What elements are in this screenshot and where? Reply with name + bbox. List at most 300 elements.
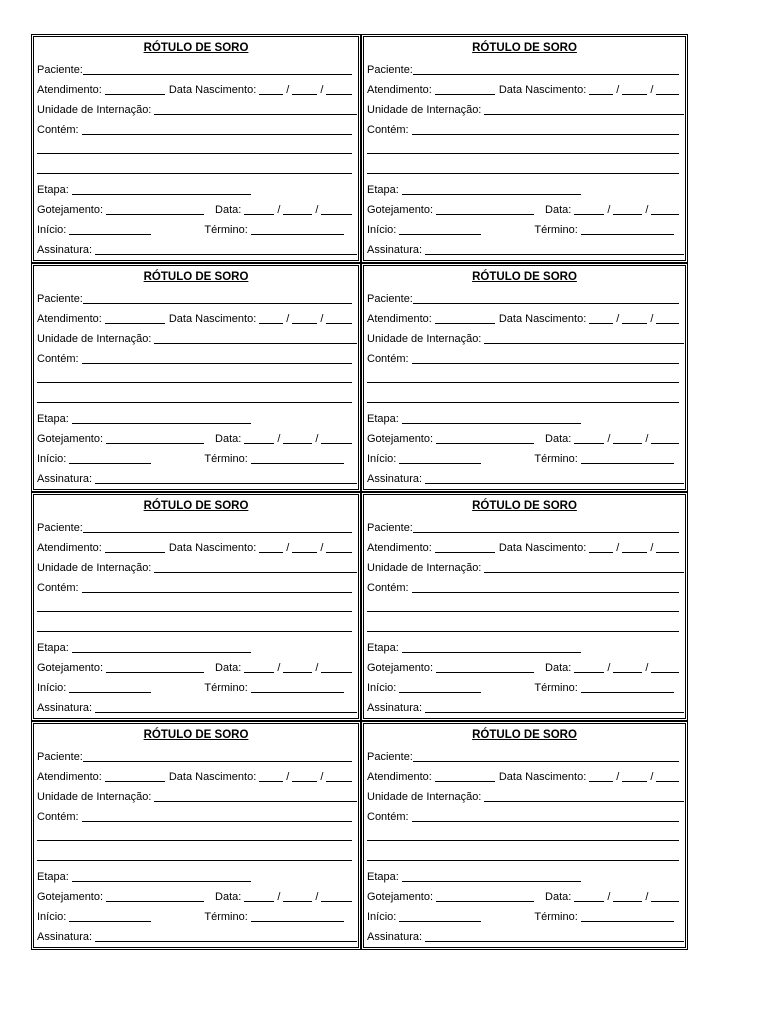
birth-year-blank	[326, 541, 352, 553]
time-row	[37, 907, 352, 927]
signature-blank	[95, 243, 357, 255]
birth-date-label: Data Nascimento:	[498, 313, 587, 325]
contents-blank-line	[367, 600, 679, 612]
stage-row	[37, 638, 352, 658]
attendance-label: Atendimento:	[367, 542, 432, 554]
stage-label: Etapa:	[367, 642, 399, 654]
date-month-blank	[283, 661, 312, 673]
contents-blank-line	[367, 849, 679, 861]
end-blank	[581, 910, 674, 922]
patient-blank	[413, 750, 679, 762]
label-title: RÓTULO DE SORO	[143, 500, 249, 512]
stage-label: Etapa:	[37, 184, 69, 196]
birth-day-blank	[259, 770, 283, 782]
patient-blank	[83, 292, 352, 304]
signature-blank	[95, 472, 357, 484]
contents-row	[367, 120, 679, 140]
contents-row	[37, 349, 352, 369]
ward-blank	[154, 790, 357, 802]
date-separator: /	[607, 662, 611, 674]
signature-row	[367, 698, 679, 718]
contents-extra-row	[367, 140, 679, 160]
date-separator: /	[277, 662, 281, 674]
signature-row	[367, 927, 679, 947]
label-title: RÓTULO DE SORO	[143, 271, 249, 283]
ward-blank	[484, 561, 684, 573]
end-label: Término:	[534, 682, 578, 694]
drip-rate-label: Gotejamento:	[37, 204, 104, 216]
start-blank	[399, 910, 481, 922]
date-year-blank	[651, 890, 679, 902]
stage-label: Etapa:	[37, 413, 69, 425]
label-title: RÓTULO DE SORO	[143, 729, 249, 741]
date-separator: /	[650, 84, 654, 96]
date-separator: /	[650, 771, 654, 783]
date-label: Data:	[545, 433, 572, 445]
birth-month-blank	[622, 83, 647, 95]
soro-label-card	[361, 34, 688, 263]
date-month-blank	[283, 890, 312, 902]
birth-date-label: Data Nascimento:	[498, 771, 587, 783]
contents-label: Contém:	[367, 353, 409, 365]
patient-row	[367, 747, 679, 767]
contents-label: Contém:	[37, 811, 79, 823]
end-label: Término:	[534, 911, 578, 923]
birth-day-blank	[589, 312, 613, 324]
contents-extra-row	[37, 618, 352, 638]
contents-extra-row	[367, 598, 679, 618]
drip-rate-label: Gotejamento:	[367, 204, 434, 216]
time-row	[37, 220, 352, 240]
contents-row	[367, 807, 679, 827]
contents-extra-row	[37, 598, 352, 618]
stage-label: Etapa:	[367, 413, 399, 425]
signature-label: Assinatura:	[367, 473, 423, 485]
date-day-blank	[574, 432, 604, 444]
date-separator: /	[616, 313, 620, 325]
drip-rate-row	[37, 429, 352, 449]
date-year-blank	[321, 203, 352, 215]
date-separator: /	[645, 891, 649, 903]
signature-blank	[95, 930, 357, 942]
attendance-blank	[105, 312, 165, 324]
patient-blank	[83, 63, 352, 75]
attendance-label: Atendimento:	[37, 542, 102, 554]
end-blank	[251, 452, 344, 464]
ward-label: Unidade de Internação:	[367, 562, 482, 574]
contents-blank-line	[37, 600, 352, 612]
ward-row	[37, 100, 352, 120]
end-blank	[251, 223, 344, 235]
drip-rate-blank	[436, 203, 534, 215]
stage-label: Etapa:	[367, 184, 399, 196]
patient-row	[367, 60, 679, 80]
start-blank	[69, 452, 151, 464]
contents-blank-line	[37, 162, 352, 174]
date-separator: /	[616, 771, 620, 783]
date-separator: /	[277, 433, 281, 445]
date-separator: /	[277, 891, 281, 903]
contents-label: Contém:	[37, 353, 79, 365]
end-label: Término:	[204, 682, 248, 694]
contents-label: Contém:	[37, 582, 79, 594]
drip-rate-row	[367, 200, 679, 220]
date-separator: /	[286, 542, 290, 554]
drip-rate-row	[367, 887, 679, 907]
birth-date-label: Data Nascimento:	[168, 313, 257, 325]
ward-row	[37, 329, 352, 349]
stage-blank	[72, 870, 251, 882]
patient-row	[367, 289, 679, 309]
contents-blank-line	[37, 849, 352, 861]
drip-rate-label: Gotejamento:	[367, 891, 434, 903]
patient-label: Paciente:	[367, 522, 413, 534]
stage-blank	[72, 641, 251, 653]
ward-row	[37, 787, 352, 807]
date-separator: /	[315, 662, 319, 674]
contents-blank	[412, 352, 679, 364]
contents-blank-line	[37, 391, 352, 403]
signature-label: Assinatura:	[367, 244, 423, 256]
signature-blank	[95, 701, 357, 713]
birth-date-label: Data Nascimento:	[168, 542, 257, 554]
end-label: Término:	[204, 453, 248, 465]
start-blank	[399, 681, 481, 693]
label-title: RÓTULO DE SORO	[472, 500, 577, 512]
start-label: Início:	[37, 453, 67, 465]
birth-year-blank	[326, 770, 352, 782]
date-separator: /	[315, 204, 319, 216]
contents-extra-row	[367, 847, 679, 867]
contents-extra-row	[37, 847, 352, 867]
date-month-blank	[613, 203, 642, 215]
start-label: Início:	[37, 682, 67, 694]
drip-rate-row	[367, 658, 679, 678]
patient-label: Paciente:	[37, 293, 83, 305]
time-row	[367, 678, 679, 698]
date-label: Data:	[215, 433, 242, 445]
patient-blank	[83, 521, 352, 533]
date-separator: /	[607, 204, 611, 216]
stage-blank	[72, 412, 251, 424]
patient-row	[37, 60, 352, 80]
birth-year-blank	[326, 312, 352, 324]
end-blank	[581, 681, 674, 693]
label-title: RÓTULO DE SORO	[472, 42, 577, 54]
date-year-blank	[321, 432, 352, 444]
end-blank	[251, 910, 344, 922]
contents-extra-row	[37, 160, 352, 180]
drip-rate-blank	[106, 890, 204, 902]
end-label: Término:	[204, 224, 248, 236]
birth-day-blank	[259, 83, 283, 95]
signature-label: Assinatura:	[37, 473, 93, 485]
soro-label-card	[361, 263, 688, 492]
start-label: Início:	[367, 453, 397, 465]
date-year-blank	[651, 432, 679, 444]
date-label: Data:	[545, 204, 572, 216]
stage-label: Etapa:	[37, 642, 69, 654]
contents-blank	[412, 810, 679, 822]
start-blank	[399, 452, 481, 464]
attendance-row	[367, 309, 679, 329]
date-day-blank	[244, 661, 274, 673]
birth-date-label: Data Nascimento:	[168, 84, 257, 96]
contents-blank-line	[37, 620, 352, 632]
ward-blank	[484, 332, 684, 344]
contents-extra-row	[37, 140, 352, 160]
attendance-row	[37, 80, 352, 100]
contents-row	[367, 349, 679, 369]
attendance-blank	[435, 312, 495, 324]
contents-extra-row	[367, 160, 679, 180]
signature-label: Assinatura:	[367, 931, 423, 943]
contents-blank	[412, 123, 679, 135]
ward-row	[367, 558, 679, 578]
patient-blank	[83, 750, 352, 762]
birth-date-label: Data Nascimento:	[168, 771, 257, 783]
ward-label: Unidade de Internação:	[37, 562, 152, 574]
date-day-blank	[244, 203, 274, 215]
ward-label: Unidade de Internação:	[37, 104, 152, 116]
ward-blank	[484, 103, 684, 115]
patient-label: Paciente:	[367, 293, 413, 305]
contents-extra-row	[367, 827, 679, 847]
stage-row	[367, 409, 679, 429]
patient-row	[37, 518, 352, 538]
patient-blank	[413, 292, 679, 304]
contents-blank	[82, 581, 352, 593]
time-row	[367, 220, 679, 240]
date-separator: /	[645, 204, 649, 216]
stage-row	[37, 180, 352, 200]
date-separator: /	[315, 433, 319, 445]
date-separator: /	[315, 891, 319, 903]
date-day-blank	[574, 661, 604, 673]
birth-date-label: Data Nascimento:	[498, 84, 587, 96]
birth-year-blank	[656, 541, 679, 553]
birth-day-blank	[589, 541, 613, 553]
stage-row	[367, 867, 679, 887]
start-label: Início:	[367, 911, 397, 923]
ward-row	[367, 787, 679, 807]
contents-extra-row	[367, 618, 679, 638]
stage-row	[367, 638, 679, 658]
start-label: Início:	[367, 224, 397, 236]
end-label: Término:	[534, 224, 578, 236]
time-row	[367, 449, 679, 469]
date-day-blank	[574, 890, 604, 902]
stage-blank	[402, 183, 581, 195]
start-label: Início:	[37, 224, 67, 236]
label-title: RÓTULO DE SORO	[472, 729, 577, 741]
patient-row	[37, 289, 352, 309]
contents-blank	[82, 123, 352, 135]
patient-label: Paciente:	[37, 751, 83, 763]
birth-day-blank	[589, 83, 613, 95]
signature-label: Assinatura:	[37, 702, 93, 714]
patient-blank	[413, 521, 679, 533]
drip-rate-row	[367, 429, 679, 449]
stage-blank	[402, 412, 581, 424]
date-separator: /	[650, 542, 654, 554]
soro-label-card	[31, 263, 361, 492]
start-label: Início:	[37, 911, 67, 923]
ward-label: Unidade de Internação:	[37, 791, 152, 803]
date-separator: /	[286, 84, 290, 96]
contents-extra-row	[367, 369, 679, 389]
drip-rate-label: Gotejamento:	[37, 662, 104, 674]
drip-rate-label: Gotejamento:	[37, 891, 104, 903]
date-separator: /	[286, 771, 290, 783]
start-label: Início:	[367, 682, 397, 694]
drip-rate-blank	[436, 890, 534, 902]
ward-label: Unidade de Internação:	[37, 333, 152, 345]
contents-blank	[82, 352, 352, 364]
labels-sheet	[31, 34, 688, 950]
date-label: Data:	[215, 891, 242, 903]
attendance-blank	[105, 541, 165, 553]
stage-label: Etapa:	[367, 871, 399, 883]
contents-extra-row	[37, 389, 352, 409]
signature-row	[37, 240, 352, 260]
contents-label: Contém:	[367, 582, 409, 594]
date-label: Data:	[215, 204, 242, 216]
attendance-label: Atendimento:	[367, 313, 432, 325]
contents-blank-line	[37, 829, 352, 841]
birth-month-blank	[622, 541, 647, 553]
patient-row	[367, 518, 679, 538]
contents-blank	[82, 810, 352, 822]
drip-rate-label: Gotejamento:	[37, 433, 104, 445]
date-separator: /	[286, 313, 290, 325]
signature-row	[367, 469, 679, 489]
birth-date-label: Data Nascimento:	[498, 542, 587, 554]
signature-blank	[425, 243, 684, 255]
date-day-blank	[574, 203, 604, 215]
attendance-row	[37, 767, 352, 787]
signature-blank	[425, 701, 684, 713]
ward-blank	[154, 332, 357, 344]
contents-blank-line	[367, 162, 679, 174]
stage-row	[367, 180, 679, 200]
contents-row	[37, 120, 352, 140]
contents-label: Contém:	[367, 124, 409, 136]
date-separator: /	[277, 204, 281, 216]
date-day-blank	[244, 890, 274, 902]
time-row	[37, 449, 352, 469]
patient-label: Paciente:	[37, 64, 83, 76]
date-day-blank	[244, 432, 274, 444]
date-year-blank	[651, 203, 679, 215]
attendance-blank	[105, 770, 165, 782]
end-label: Término:	[534, 453, 578, 465]
drip-rate-blank	[106, 203, 204, 215]
patient-label: Paciente:	[367, 751, 413, 763]
date-separator: /	[645, 662, 649, 674]
end-blank	[251, 681, 344, 693]
date-separator: /	[616, 542, 620, 554]
soro-label-card	[31, 721, 361, 950]
birth-year-blank	[656, 770, 679, 782]
birth-month-blank	[292, 312, 317, 324]
attendance-label: Atendimento:	[37, 84, 102, 96]
attendance-row	[37, 538, 352, 558]
date-month-blank	[283, 432, 312, 444]
ward-label: Unidade de Internação:	[367, 333, 482, 345]
signature-row	[37, 927, 352, 947]
contents-label: Contém:	[367, 811, 409, 823]
ward-label: Unidade de Internação:	[367, 104, 482, 116]
date-separator: /	[607, 891, 611, 903]
label-title: RÓTULO DE SORO	[472, 271, 577, 283]
birth-year-blank	[656, 312, 679, 324]
contents-blank-line	[367, 620, 679, 632]
drip-rate-blank	[436, 432, 534, 444]
birth-month-blank	[292, 541, 317, 553]
soro-label-card	[361, 721, 688, 950]
date-separator: /	[320, 542, 324, 554]
drip-rate-blank	[106, 432, 204, 444]
start-blank	[69, 910, 151, 922]
stage-blank	[402, 641, 581, 653]
patient-label: Paciente:	[367, 64, 413, 76]
contents-blank-line	[367, 391, 679, 403]
date-month-blank	[283, 203, 312, 215]
date-separator: /	[320, 84, 324, 96]
start-blank	[69, 223, 151, 235]
start-blank	[69, 681, 151, 693]
drip-rate-row	[37, 200, 352, 220]
date-separator: /	[645, 433, 649, 445]
date-label: Data:	[545, 891, 572, 903]
signature-label: Assinatura:	[37, 244, 93, 256]
signature-row	[37, 469, 352, 489]
attendance-row	[37, 309, 352, 329]
date-month-blank	[613, 661, 642, 673]
attendance-row	[367, 538, 679, 558]
contents-label: Contém:	[37, 124, 79, 136]
end-label: Término:	[204, 911, 248, 923]
date-separator: /	[320, 771, 324, 783]
contents-row	[37, 578, 352, 598]
attendance-blank	[435, 541, 495, 553]
date-separator: /	[650, 313, 654, 325]
contents-blank-line	[367, 829, 679, 841]
birth-year-blank	[326, 83, 352, 95]
date-year-blank	[321, 890, 352, 902]
ward-row	[367, 329, 679, 349]
patient-blank	[413, 63, 679, 75]
contents-blank-line	[37, 142, 352, 154]
contents-blank	[412, 581, 679, 593]
drip-rate-row	[37, 887, 352, 907]
birth-day-blank	[589, 770, 613, 782]
soro-label-card	[31, 34, 361, 263]
patient-row	[37, 747, 352, 767]
attendance-blank	[105, 83, 165, 95]
contents-extra-row	[37, 369, 352, 389]
birth-month-blank	[292, 83, 317, 95]
drip-rate-blank	[436, 661, 534, 673]
attendance-blank	[435, 83, 495, 95]
signature-blank	[425, 930, 684, 942]
drip-rate-label: Gotejamento:	[367, 433, 434, 445]
signature-label: Assinatura:	[37, 931, 93, 943]
ward-row	[37, 558, 352, 578]
drip-rate-blank	[106, 661, 204, 673]
contents-blank-line	[37, 371, 352, 383]
